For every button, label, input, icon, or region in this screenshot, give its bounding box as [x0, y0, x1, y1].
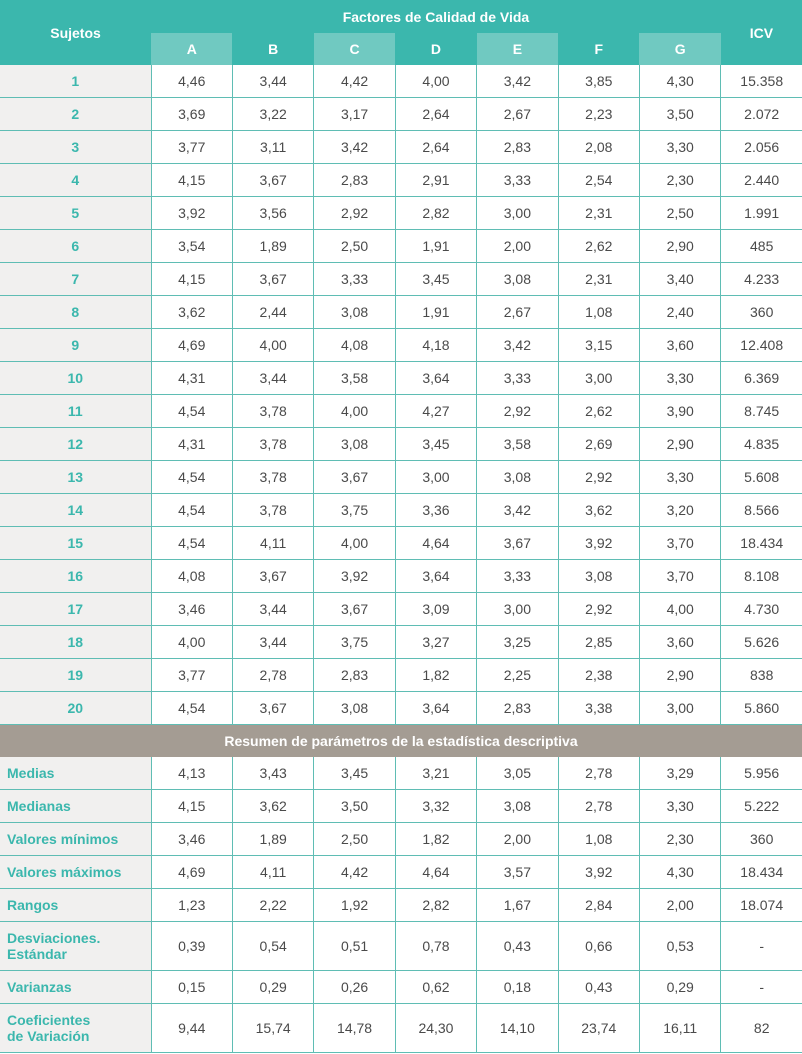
table-row — [0, 560, 802, 593]
stat-row — [0, 1004, 802, 1053]
stat-label: Varianzas — [0, 971, 151, 1004]
factor-cell: 2,30 — [639, 164, 720, 197]
subject-id: 2 — [0, 98, 151, 131]
subject-id: 12 — [0, 428, 151, 461]
stat-cell: 3,62 — [232, 790, 313, 823]
stat-row — [0, 889, 802, 922]
factor-cell: 4,08 — [151, 560, 232, 593]
icv-stat-cell: 5.956 — [721, 757, 802, 790]
factor-cell: 2,08 — [558, 131, 639, 164]
stat-cell: 2,30 — [639, 823, 720, 856]
stat-cell: 24,30 — [395, 1004, 476, 1053]
subject-id: 4 — [0, 164, 151, 197]
stat-cell: 0,29 — [232, 971, 313, 1004]
factor-cell: 2,85 — [558, 626, 639, 659]
stat-cell: 4,11 — [232, 856, 313, 889]
factor-cell: 2,90 — [639, 659, 720, 692]
stat-label: Medias — [0, 757, 151, 790]
subject-id: 20 — [0, 692, 151, 725]
factor-cell: 3,40 — [639, 263, 720, 296]
factor-cell: 3,92 — [558, 527, 639, 560]
stat-row — [0, 790, 802, 823]
stat-cell: 4,64 — [395, 856, 476, 889]
stat-cell: 14,10 — [477, 1004, 558, 1053]
factor-cell: 3,09 — [395, 593, 476, 626]
table-row — [0, 329, 802, 362]
stat-cell: 0,62 — [395, 971, 476, 1004]
table-row — [0, 527, 802, 560]
stat-cell: 2,78 — [558, 790, 639, 823]
subject-id: 18 — [0, 626, 151, 659]
factor-cell: 3,00 — [477, 593, 558, 626]
stat-cell: 2,50 — [314, 823, 395, 856]
stat-cell: 0,26 — [314, 971, 395, 1004]
stat-cell: 4,69 — [151, 856, 232, 889]
stat-cell: 1,67 — [477, 889, 558, 922]
icv-cell: 8.745 — [721, 395, 802, 428]
header-col-e: E — [477, 33, 558, 65]
subject-id: 3 — [0, 131, 151, 164]
header-col-c: C — [314, 33, 395, 65]
factor-cell: 3,58 — [477, 428, 558, 461]
factor-cell: 4,00 — [151, 626, 232, 659]
icv-cell: 8.566 — [721, 494, 802, 527]
factor-cell: 2,92 — [477, 395, 558, 428]
factor-cell: 3,00 — [477, 197, 558, 230]
table-row — [0, 593, 802, 626]
stat-cell: 3,92 — [558, 856, 639, 889]
stat-row — [0, 757, 802, 790]
stat-cell: 1,92 — [314, 889, 395, 922]
table-row — [0, 98, 802, 131]
icv-cell: 2.072 — [721, 98, 802, 131]
factor-cell: 4,42 — [314, 65, 395, 98]
subject-id: 10 — [0, 362, 151, 395]
factor-cell: 4,54 — [151, 527, 232, 560]
factor-cell: 3,22 — [232, 98, 313, 131]
factor-cell: 3,67 — [477, 527, 558, 560]
factor-cell: 3,17 — [314, 98, 395, 131]
stat-cell: 0,43 — [558, 971, 639, 1004]
factor-cell: 3,85 — [558, 65, 639, 98]
stat-label: Medianas — [0, 790, 151, 823]
stat-cell: 15,74 — [232, 1004, 313, 1053]
factor-cell: 4,00 — [314, 527, 395, 560]
stat-cell: 2,78 — [558, 757, 639, 790]
factor-cell: 4,08 — [314, 329, 395, 362]
table-row — [0, 494, 802, 527]
subject-id: 13 — [0, 461, 151, 494]
stat-cell: 14,78 — [314, 1004, 395, 1053]
factor-cell: 3,60 — [639, 329, 720, 362]
icv-cell: 5.626 — [721, 626, 802, 659]
header-sujetos: Sujetos — [0, 0, 151, 65]
factor-cell: 2,67 — [477, 296, 558, 329]
subject-id: 8 — [0, 296, 151, 329]
factor-cell: 2,50 — [639, 197, 720, 230]
factor-cell: 3,70 — [639, 560, 720, 593]
stat-cell: 3,50 — [314, 790, 395, 823]
header-col-g: G — [639, 33, 720, 65]
factor-cell: 3,45 — [395, 428, 476, 461]
icv-cell: 485 — [721, 230, 802, 263]
factor-cell: 2,90 — [639, 428, 720, 461]
factor-cell: 2,40 — [639, 296, 720, 329]
table-row — [0, 197, 802, 230]
subject-id: 9 — [0, 329, 151, 362]
factor-cell: 3,00 — [558, 362, 639, 395]
icv-stat-cell: - — [721, 971, 802, 1004]
icv-cell: 4.835 — [721, 428, 802, 461]
factor-cell: 3,92 — [314, 560, 395, 593]
factor-cell: 2,62 — [558, 230, 639, 263]
icv-cell: 2.056 — [721, 131, 802, 164]
icv-stat-cell: 82 — [721, 1004, 802, 1053]
stat-cell: 1,82 — [395, 823, 476, 856]
stat-cell: 2,00 — [639, 889, 720, 922]
factor-cell: 4,30 — [639, 65, 720, 98]
stat-cell: 0,15 — [151, 971, 232, 1004]
icv-stat-cell: 360 — [721, 823, 802, 856]
table-row — [0, 692, 802, 725]
icv-cell: 18.434 — [721, 527, 802, 560]
factor-cell: 2,78 — [232, 659, 313, 692]
stat-row — [0, 823, 802, 856]
factor-cell: 3,67 — [232, 164, 313, 197]
table-row — [0, 164, 802, 197]
factor-cell: 3,67 — [232, 560, 313, 593]
factor-cell: 4,54 — [151, 692, 232, 725]
factor-cell: 2,67 — [477, 98, 558, 131]
factor-cell: 3,78 — [232, 494, 313, 527]
stat-label: Valores mínimos — [0, 823, 151, 856]
factor-cell: 2,23 — [558, 98, 639, 131]
factor-cell: 3,56 — [232, 197, 313, 230]
factor-cell: 3,67 — [314, 461, 395, 494]
factor-cell: 3,77 — [151, 659, 232, 692]
factor-cell: 3,20 — [639, 494, 720, 527]
factor-cell: 3,78 — [232, 461, 313, 494]
stat-cell: 23,74 — [558, 1004, 639, 1053]
factor-cell: 3,08 — [314, 296, 395, 329]
factor-cell: 2,38 — [558, 659, 639, 692]
factor-cell: 3,42 — [477, 65, 558, 98]
factor-cell: 1,08 — [558, 296, 639, 329]
factor-cell: 3,75 — [314, 494, 395, 527]
stat-cell: 0,78 — [395, 922, 476, 971]
factor-cell: 3,42 — [477, 329, 558, 362]
stat-cell: 0,66 — [558, 922, 639, 971]
icv-stat-cell: 5.222 — [721, 790, 802, 823]
icv-cell: 5.860 — [721, 692, 802, 725]
icv-cell: 4.730 — [721, 593, 802, 626]
factor-cell: 4,11 — [232, 527, 313, 560]
subject-id: 5 — [0, 197, 151, 230]
stat-cell: 4,13 — [151, 757, 232, 790]
table-row — [0, 263, 802, 296]
stat-label-line-1: Desviaciones. — [7, 930, 101, 946]
stat-cell: 3,08 — [477, 790, 558, 823]
stat-cell: 3,57 — [477, 856, 558, 889]
factor-cell: 3,00 — [395, 461, 476, 494]
factor-cell: 3,33 — [477, 362, 558, 395]
stat-label-line-2: Estándar — [7, 946, 67, 962]
stat-row — [0, 922, 802, 971]
factor-cell: 4,69 — [151, 329, 232, 362]
subject-id: 15 — [0, 527, 151, 560]
factor-cell: 2,83 — [477, 692, 558, 725]
factor-cell: 2,64 — [395, 131, 476, 164]
factor-cell: 3,38 — [558, 692, 639, 725]
factor-cell: 3,75 — [314, 626, 395, 659]
summary-title: Resumen de parámetros de la estadística descriptiva — [0, 725, 802, 758]
subject-id: 6 — [0, 230, 151, 263]
subject-id: 17 — [0, 593, 151, 626]
table-row — [0, 428, 802, 461]
factor-cell: 3,67 — [232, 692, 313, 725]
stat-cell: 4,15 — [151, 790, 232, 823]
stat-cell: 1,08 — [558, 823, 639, 856]
header-icv: ICV — [721, 0, 802, 65]
factor-cell: 3,30 — [639, 461, 720, 494]
factor-cell: 3,36 — [395, 494, 476, 527]
subject-id: 16 — [0, 560, 151, 593]
stat-cell: 0,39 — [151, 922, 232, 971]
stat-cell: 3,21 — [395, 757, 476, 790]
factor-cell: 3,54 — [151, 230, 232, 263]
factor-cell: 3,70 — [639, 527, 720, 560]
icv-cell: 15.358 — [721, 65, 802, 98]
stat-cell: 0,43 — [477, 922, 558, 971]
factor-cell: 3,33 — [314, 263, 395, 296]
stat-label — [0, 922, 151, 971]
stat-cell: 0,51 — [314, 922, 395, 971]
icv-cell: 838 — [721, 659, 802, 692]
stat-cell: 3,46 — [151, 823, 232, 856]
stat-label — [0, 1004, 151, 1053]
factor-cell: 2,90 — [639, 230, 720, 263]
subject-id: 14 — [0, 494, 151, 527]
factor-cell: 2,92 — [314, 197, 395, 230]
factor-cell: 2,64 — [395, 98, 476, 131]
stat-cell: 3,32 — [395, 790, 476, 823]
factor-cell: 2,54 — [558, 164, 639, 197]
stat-cell: 2,22 — [232, 889, 313, 922]
factor-cell: 4,54 — [151, 395, 232, 428]
factor-cell: 4,00 — [232, 329, 313, 362]
factor-cell: 4,18 — [395, 329, 476, 362]
header-col-a: A — [151, 33, 232, 65]
table-row — [0, 131, 802, 164]
factor-cell: 3,42 — [477, 494, 558, 527]
icv-cell: 4.233 — [721, 263, 802, 296]
factor-cell: 3,30 — [639, 131, 720, 164]
stat-cell: 2,84 — [558, 889, 639, 922]
table-row — [0, 659, 802, 692]
factor-cell: 3,44 — [232, 593, 313, 626]
stat-row — [0, 971, 802, 1004]
factor-cell: 3,44 — [232, 65, 313, 98]
factor-cell: 3,33 — [477, 560, 558, 593]
header-col-b: B — [232, 33, 313, 65]
factor-cell: 3,64 — [395, 692, 476, 725]
factor-cell: 4,15 — [151, 263, 232, 296]
table-row — [0, 461, 802, 494]
stat-cell: 4,30 — [639, 856, 720, 889]
factor-cell: 3,77 — [151, 131, 232, 164]
stat-cell: 1,23 — [151, 889, 232, 922]
factor-cell: 2,00 — [477, 230, 558, 263]
stat-cell: 0,18 — [477, 971, 558, 1004]
stat-label: Rangos — [0, 889, 151, 922]
factor-cell: 2,69 — [558, 428, 639, 461]
factor-cell: 3,60 — [639, 626, 720, 659]
stat-cell: 3,05 — [477, 757, 558, 790]
factor-cell: 4,54 — [151, 461, 232, 494]
icv-cell: 360 — [721, 296, 802, 329]
factor-cell: 3,42 — [314, 131, 395, 164]
factor-cell: 2,83 — [314, 164, 395, 197]
stat-cell: 0,29 — [639, 971, 720, 1004]
factor-cell: 3,11 — [232, 131, 313, 164]
factor-cell: 4,27 — [395, 395, 476, 428]
header-col-f: F — [558, 33, 639, 65]
table-row — [0, 296, 802, 329]
stat-cell: 9,44 — [151, 1004, 232, 1053]
factor-cell: 3,50 — [639, 98, 720, 131]
factor-cell: 3,62 — [558, 494, 639, 527]
stat-cell: 2,82 — [395, 889, 476, 922]
factor-cell: 3,25 — [477, 626, 558, 659]
factor-cell: 3,08 — [558, 560, 639, 593]
subject-id: 19 — [0, 659, 151, 692]
stat-cell: 3,30 — [639, 790, 720, 823]
factor-cell: 3,30 — [639, 362, 720, 395]
factor-cell: 3,45 — [395, 263, 476, 296]
factor-cell: 4,15 — [151, 164, 232, 197]
factor-cell: 3,08 — [314, 428, 395, 461]
factor-cell: 3,44 — [232, 626, 313, 659]
factor-cell: 3,58 — [314, 362, 395, 395]
factor-cell: 4,31 — [151, 362, 232, 395]
stat-row — [0, 856, 802, 889]
factor-cell: 3,62 — [151, 296, 232, 329]
icv-stat-cell: 18.074 — [721, 889, 802, 922]
header-factores: Factores de Calidad de Vida — [151, 0, 721, 33]
factor-cell: 3,44 — [232, 362, 313, 395]
factor-cell: 3,64 — [395, 560, 476, 593]
factor-cell: 2,25 — [477, 659, 558, 692]
factor-cell: 2,44 — [232, 296, 313, 329]
factor-cell: 4,00 — [314, 395, 395, 428]
subject-id: 11 — [0, 395, 151, 428]
factor-cell: 1,89 — [232, 230, 313, 263]
factor-cell: 2,83 — [314, 659, 395, 692]
factor-cell: 4,64 — [395, 527, 476, 560]
factor-cell: 3,15 — [558, 329, 639, 362]
factor-cell: 3,92 — [151, 197, 232, 230]
icv-stat-cell: 18.434 — [721, 856, 802, 889]
table-row — [0, 395, 802, 428]
stat-cell: 16,11 — [639, 1004, 720, 1053]
factor-cell: 3,08 — [477, 461, 558, 494]
factor-cell: 2,62 — [558, 395, 639, 428]
icv-cell: 2.440 — [721, 164, 802, 197]
factor-cell: 4,54 — [151, 494, 232, 527]
stat-cell: 3,29 — [639, 757, 720, 790]
factor-cell: 3,46 — [151, 593, 232, 626]
factor-cell: 3,78 — [232, 395, 313, 428]
factor-cell: 2,31 — [558, 197, 639, 230]
icv-cell: 1.991 — [721, 197, 802, 230]
stat-cell: 1,89 — [232, 823, 313, 856]
factor-cell: 3,78 — [232, 428, 313, 461]
factor-cell: 3,90 — [639, 395, 720, 428]
subject-id: 1 — [0, 65, 151, 98]
factor-cell: 4,00 — [639, 593, 720, 626]
stat-cell: 3,43 — [232, 757, 313, 790]
factor-cell: 3,08 — [314, 692, 395, 725]
factor-cell: 2,83 — [477, 131, 558, 164]
factor-cell: 3,27 — [395, 626, 476, 659]
stat-cell: 4,42 — [314, 856, 395, 889]
factor-cell: 4,00 — [395, 65, 476, 98]
factor-cell: 3,33 — [477, 164, 558, 197]
factor-cell: 4,46 — [151, 65, 232, 98]
factor-cell: 3,67 — [314, 593, 395, 626]
stat-cell: 3,45 — [314, 757, 395, 790]
factor-cell: 3,00 — [639, 692, 720, 725]
table-row — [0, 230, 802, 263]
factor-cell: 2,31 — [558, 263, 639, 296]
factor-cell: 1,91 — [395, 296, 476, 329]
icv-cell: 6.369 — [721, 362, 802, 395]
header-col-d: D — [395, 33, 476, 65]
icv-cell: 5.608 — [721, 461, 802, 494]
table-row — [0, 362, 802, 395]
stat-label-line-1: Coeficientes — [7, 1012, 91, 1028]
factor-cell: 1,82 — [395, 659, 476, 692]
factor-cell: 2,92 — [558, 593, 639, 626]
icv-cell: 12.408 — [721, 329, 802, 362]
factor-cell: 3,08 — [477, 263, 558, 296]
factor-cell: 2,91 — [395, 164, 476, 197]
factor-cell: 3,69 — [151, 98, 232, 131]
stat-label-line-2: de Variación — [7, 1028, 90, 1044]
factor-cell: 1,91 — [395, 230, 476, 263]
subject-id: 7 — [0, 263, 151, 296]
icv-stat-cell: - — [721, 922, 802, 971]
stat-cell: 2,00 — [477, 823, 558, 856]
table-row — [0, 65, 802, 98]
stat-label: Valores máximos — [0, 856, 151, 889]
stat-cell: 0,53 — [639, 922, 720, 971]
factor-cell: 4,31 — [151, 428, 232, 461]
factor-cell: 2,82 — [395, 197, 476, 230]
stat-cell: 0,54 — [232, 922, 313, 971]
factor-cell: 3,64 — [395, 362, 476, 395]
table-row — [0, 626, 802, 659]
factor-cell: 2,92 — [558, 461, 639, 494]
factor-cell: 2,50 — [314, 230, 395, 263]
factor-cell: 3,67 — [232, 263, 313, 296]
icv-cell: 8.108 — [721, 560, 802, 593]
